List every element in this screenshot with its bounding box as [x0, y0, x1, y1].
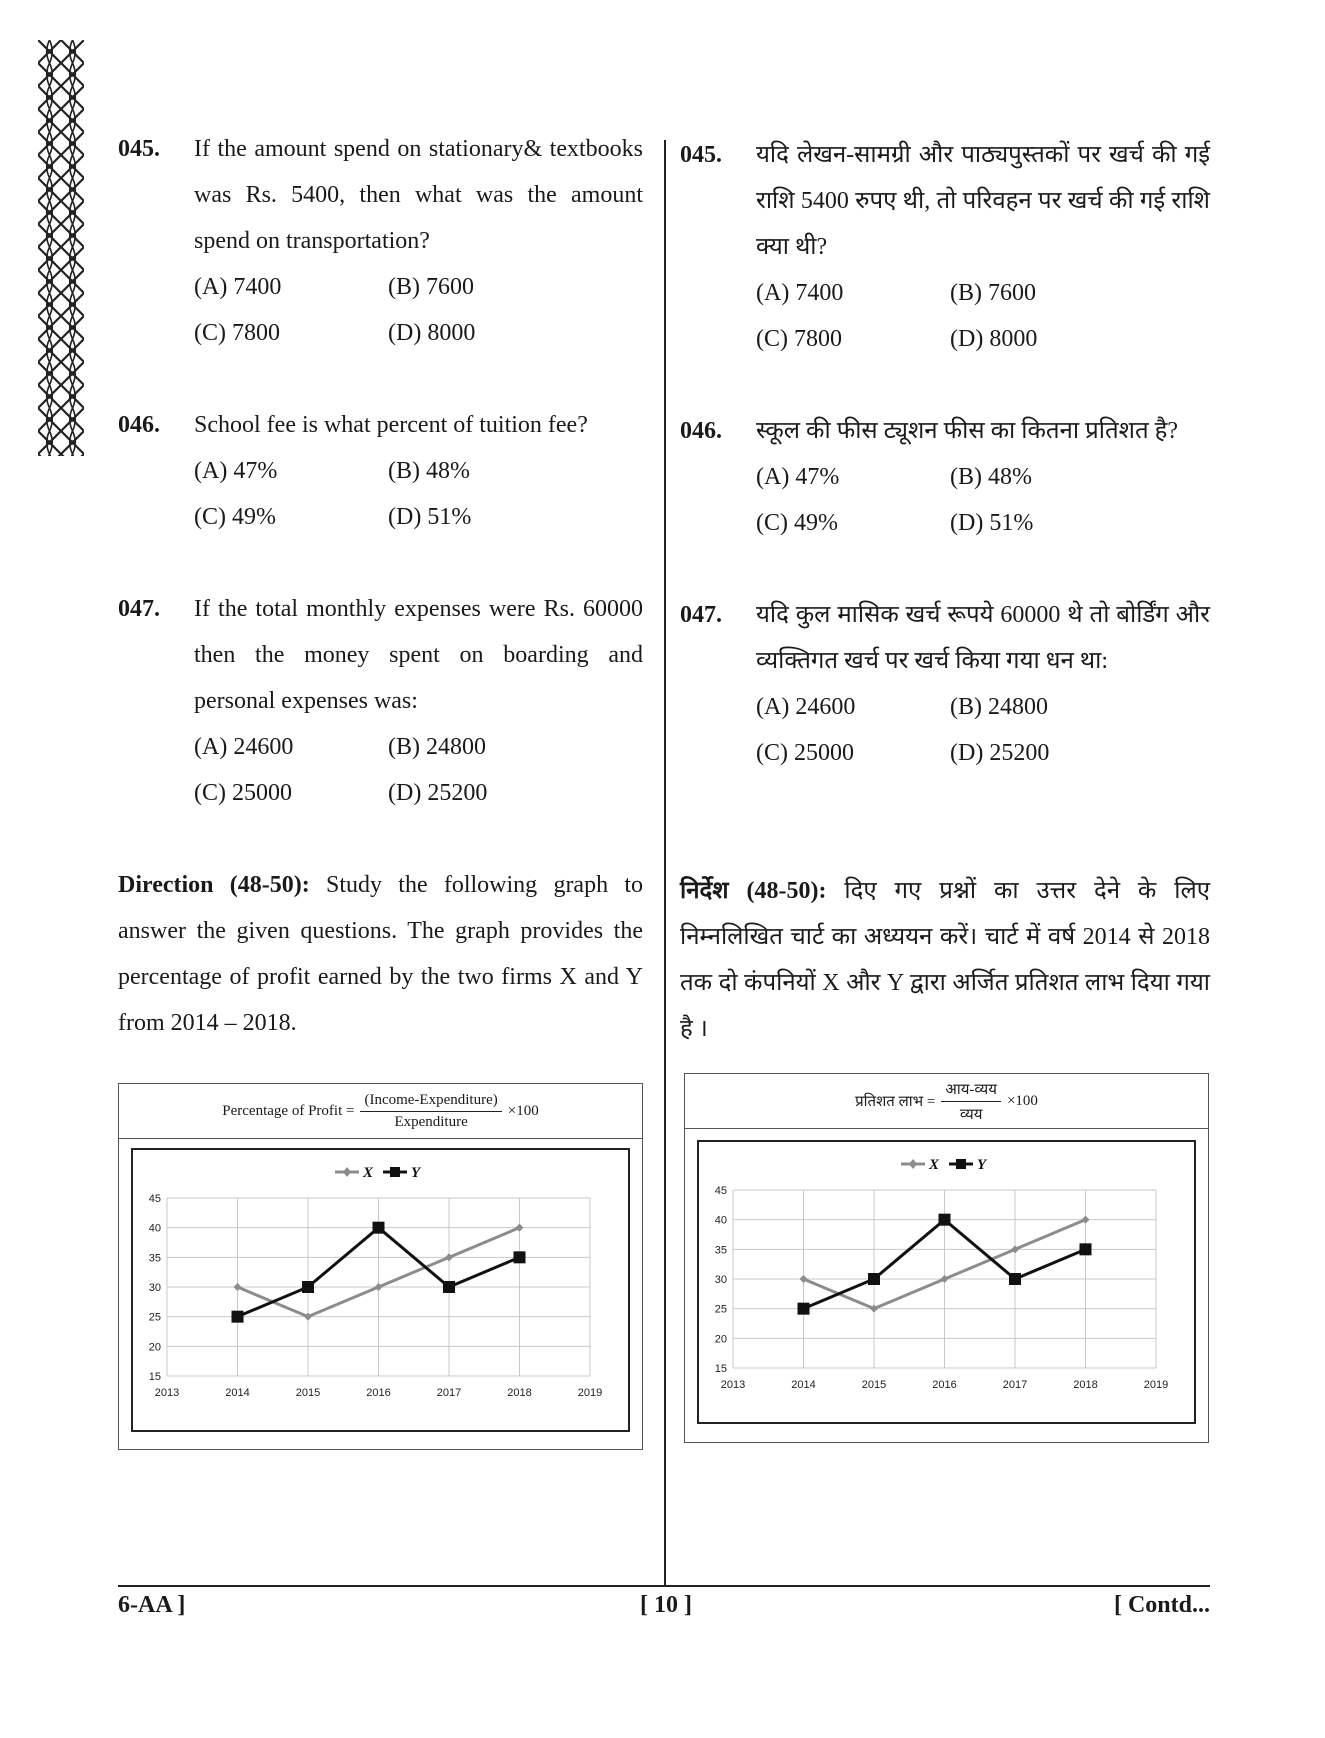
footer-code: 6-AA ]	[118, 1592, 186, 1618]
question-046-hi	[680, 408, 1210, 546]
question-number: 047.	[118, 596, 160, 622]
data-point-y	[939, 1214, 951, 1226]
direction-label: Direction (48-50):	[118, 872, 310, 898]
y-tick-label: 35	[148, 1252, 161, 1265]
option-a: (A) 47%	[194, 458, 278, 484]
question-number: 046.	[118, 412, 160, 438]
data-point-y	[1080, 1243, 1092, 1255]
question-text: यदि कुल मासिक खर्च रूपये 60000 थे तो बोर्डिंग और व्यक्तिगत खर्च पर खर्च किया गया धन था:	[756, 602, 1210, 674]
x-tick-label: 2018	[507, 1387, 532, 1399]
option-d: (D) 25200	[388, 780, 488, 806]
formula-label: प्रतिशत लाभ =	[855, 1094, 936, 1110]
option-d: (D) 51%	[388, 504, 472, 530]
y-tick-label: 45	[714, 1185, 727, 1197]
y-tick-label: 20	[714, 1333, 727, 1346]
options	[194, 448, 643, 540]
legend-label-x: X	[929, 1157, 940, 1173]
question-number: 045.	[118, 136, 160, 162]
line-chart	[131, 1148, 630, 1432]
formula-fraction	[941, 1079, 1001, 1124]
y-tick-label: 40	[714, 1214, 727, 1227]
legend-label-y: Y	[977, 1157, 987, 1173]
chart-panel-en	[118, 1083, 643, 1450]
legend-marker-y	[390, 1167, 400, 1177]
direction-label: निर्देश (48-50):	[680, 878, 827, 904]
y-tick-label: 15	[148, 1371, 161, 1383]
chart-panel-hi	[684, 1073, 1209, 1443]
formula-numerator: आय-व्यय	[941, 1079, 1001, 1102]
y-tick-label: 20	[148, 1341, 161, 1354]
formula-denominator: व्यय	[959, 1106, 983, 1123]
x-tick-label: 2015	[861, 1379, 887, 1391]
column-divider	[664, 140, 666, 1585]
hindi-column	[680, 140, 1210, 1052]
options	[756, 270, 1210, 362]
question-text: If the amount spend on stationary& textbooks was Rs. 5400, then what was the amount spend on transportation?	[194, 136, 643, 254]
data-point-y	[514, 1251, 526, 1263]
options	[194, 264, 643, 356]
x-tick-label: 2015	[295, 1387, 321, 1399]
options	[756, 454, 1210, 546]
option-d: (D) 8000	[950, 326, 1038, 352]
question-046-en	[118, 402, 643, 540]
y-tick-label: 45	[148, 1193, 161, 1205]
data-point-y	[868, 1273, 880, 1285]
question-number: 045.	[680, 142, 722, 168]
option-b: (B) 48%	[950, 464, 1032, 490]
profit-formula	[119, 1084, 642, 1139]
y-tick-label: 15	[714, 1363, 727, 1375]
legend-label-x: X	[363, 1165, 374, 1181]
line-chart	[697, 1140, 1196, 1424]
options	[194, 724, 643, 816]
direction-en	[118, 862, 643, 1046]
english-column	[118, 136, 644, 1046]
data-point-y	[373, 1222, 385, 1234]
footer-rule	[118, 1585, 1210, 1587]
legend-marker-y	[956, 1159, 966, 1169]
x-tick-label: 2014	[225, 1387, 250, 1399]
y-tick-label: 30	[148, 1282, 161, 1294]
x-tick-label: 2016	[932, 1379, 957, 1391]
option-d: (D) 51%	[950, 510, 1034, 536]
option-c: (C) 7800	[194, 320, 280, 346]
option-c: (C) 7800	[756, 326, 842, 352]
y-tick-label: 30	[714, 1274, 727, 1286]
question-text: School fee is what percent of tuition fee?	[194, 412, 588, 438]
option-b: (B) 7600	[950, 280, 1036, 306]
question-number: 047.	[680, 602, 722, 628]
formula-fraction	[360, 1092, 501, 1131]
direction-text: Study the following graph to answer the given questions. The graph provides the percentage of profit earned by the two firms X and Y from 2014 – 2018.	[118, 872, 644, 1036]
question-045-hi	[680, 132, 1210, 362]
option-a: (A) 7400	[756, 280, 844, 306]
data-point-y	[443, 1281, 455, 1293]
option-c: (C) 49%	[194, 504, 276, 530]
option-a: (A) 7400	[194, 274, 282, 300]
option-d: (D) 25200	[950, 740, 1050, 766]
x-tick-label: 2013	[154, 1387, 180, 1399]
option-a: (A) 24600	[756, 694, 856, 720]
legend-label-y: Y	[411, 1165, 421, 1181]
y-tick-label: 35	[714, 1244, 727, 1257]
direction-text: दिए गए प्रश्नों का उत्तर देने के लिए निम्नलिखित चार्ट का अध्ययन करें। चार्ट में वर्ष 2014 से 2018 तक दो कंपनियों X और Y द्वारा अर्जित प्रतिशत लाभ दिया गया है ।	[680, 878, 1211, 1042]
y-tick-label: 40	[148, 1222, 161, 1235]
formula-label: Percentage of Profit =	[222, 1102, 355, 1119]
x-tick-label: 2019	[1143, 1379, 1169, 1391]
option-c: (C) 25000	[194, 780, 292, 806]
question-047-hi	[680, 592, 1210, 776]
question-number: 046.	[680, 418, 722, 444]
profit-formula	[685, 1074, 1208, 1129]
question-047-en	[118, 586, 643, 816]
options	[756, 684, 1210, 776]
option-d: (D) 8000	[388, 320, 476, 346]
option-b: (B) 24800	[388, 734, 486, 760]
x-tick-label: 2018	[1073, 1379, 1098, 1391]
formula-denominator: Expenditure	[394, 1113, 468, 1130]
y-tick-label: 25	[148, 1311, 161, 1324]
data-point-y	[798, 1303, 810, 1315]
data-point-y	[232, 1311, 244, 1323]
question-text: If the total monthly expenses were Rs. 60000 then the money spent on boarding and personal expenses was:	[194, 596, 643, 714]
question-text: यदि लेखन-सामग्री और पाठ्यपुस्तकों पर खर्च की गई राशि 5400 रुपए थी, तो परिवहन पर खर्च की गई राशि क्या थी?	[756, 142, 1210, 260]
formula-numerator: (Income-Expenditure)	[360, 1092, 501, 1112]
option-b: (B) 7600	[388, 274, 474, 300]
option-c: (C) 49%	[756, 510, 838, 536]
formula-multiplier: ×100	[1006, 1092, 1038, 1109]
footer-contd: [ Contd...	[1113, 1592, 1210, 1618]
x-tick-label: 2016	[366, 1387, 391, 1399]
question-text: स्कूल की फीस ट्यूशन फीस का कितना प्रतिशत है?	[756, 418, 1179, 444]
option-c: (C) 25000	[756, 740, 854, 766]
option-a: (A) 47%	[756, 464, 840, 490]
option-b: (B) 48%	[388, 458, 470, 484]
formula-multiplier: ×100	[507, 1102, 539, 1119]
data-point-y	[1009, 1273, 1021, 1285]
direction-hi	[680, 868, 1210, 1052]
data-point-y	[302, 1281, 314, 1293]
question-045-en	[118, 126, 643, 356]
option-b: (B) 24800	[950, 694, 1048, 720]
option-a: (A) 24600	[194, 734, 294, 760]
x-tick-label: 2014	[791, 1379, 816, 1391]
page-number: [ 10 ]	[640, 1592, 692, 1618]
x-tick-label: 2013	[720, 1379, 746, 1391]
x-tick-label: 2017	[436, 1387, 462, 1399]
decorative-border-pattern	[38, 40, 84, 456]
y-tick-label: 25	[714, 1303, 727, 1316]
x-tick-label: 2019	[577, 1387, 603, 1399]
x-tick-label: 2017	[1002, 1379, 1028, 1391]
